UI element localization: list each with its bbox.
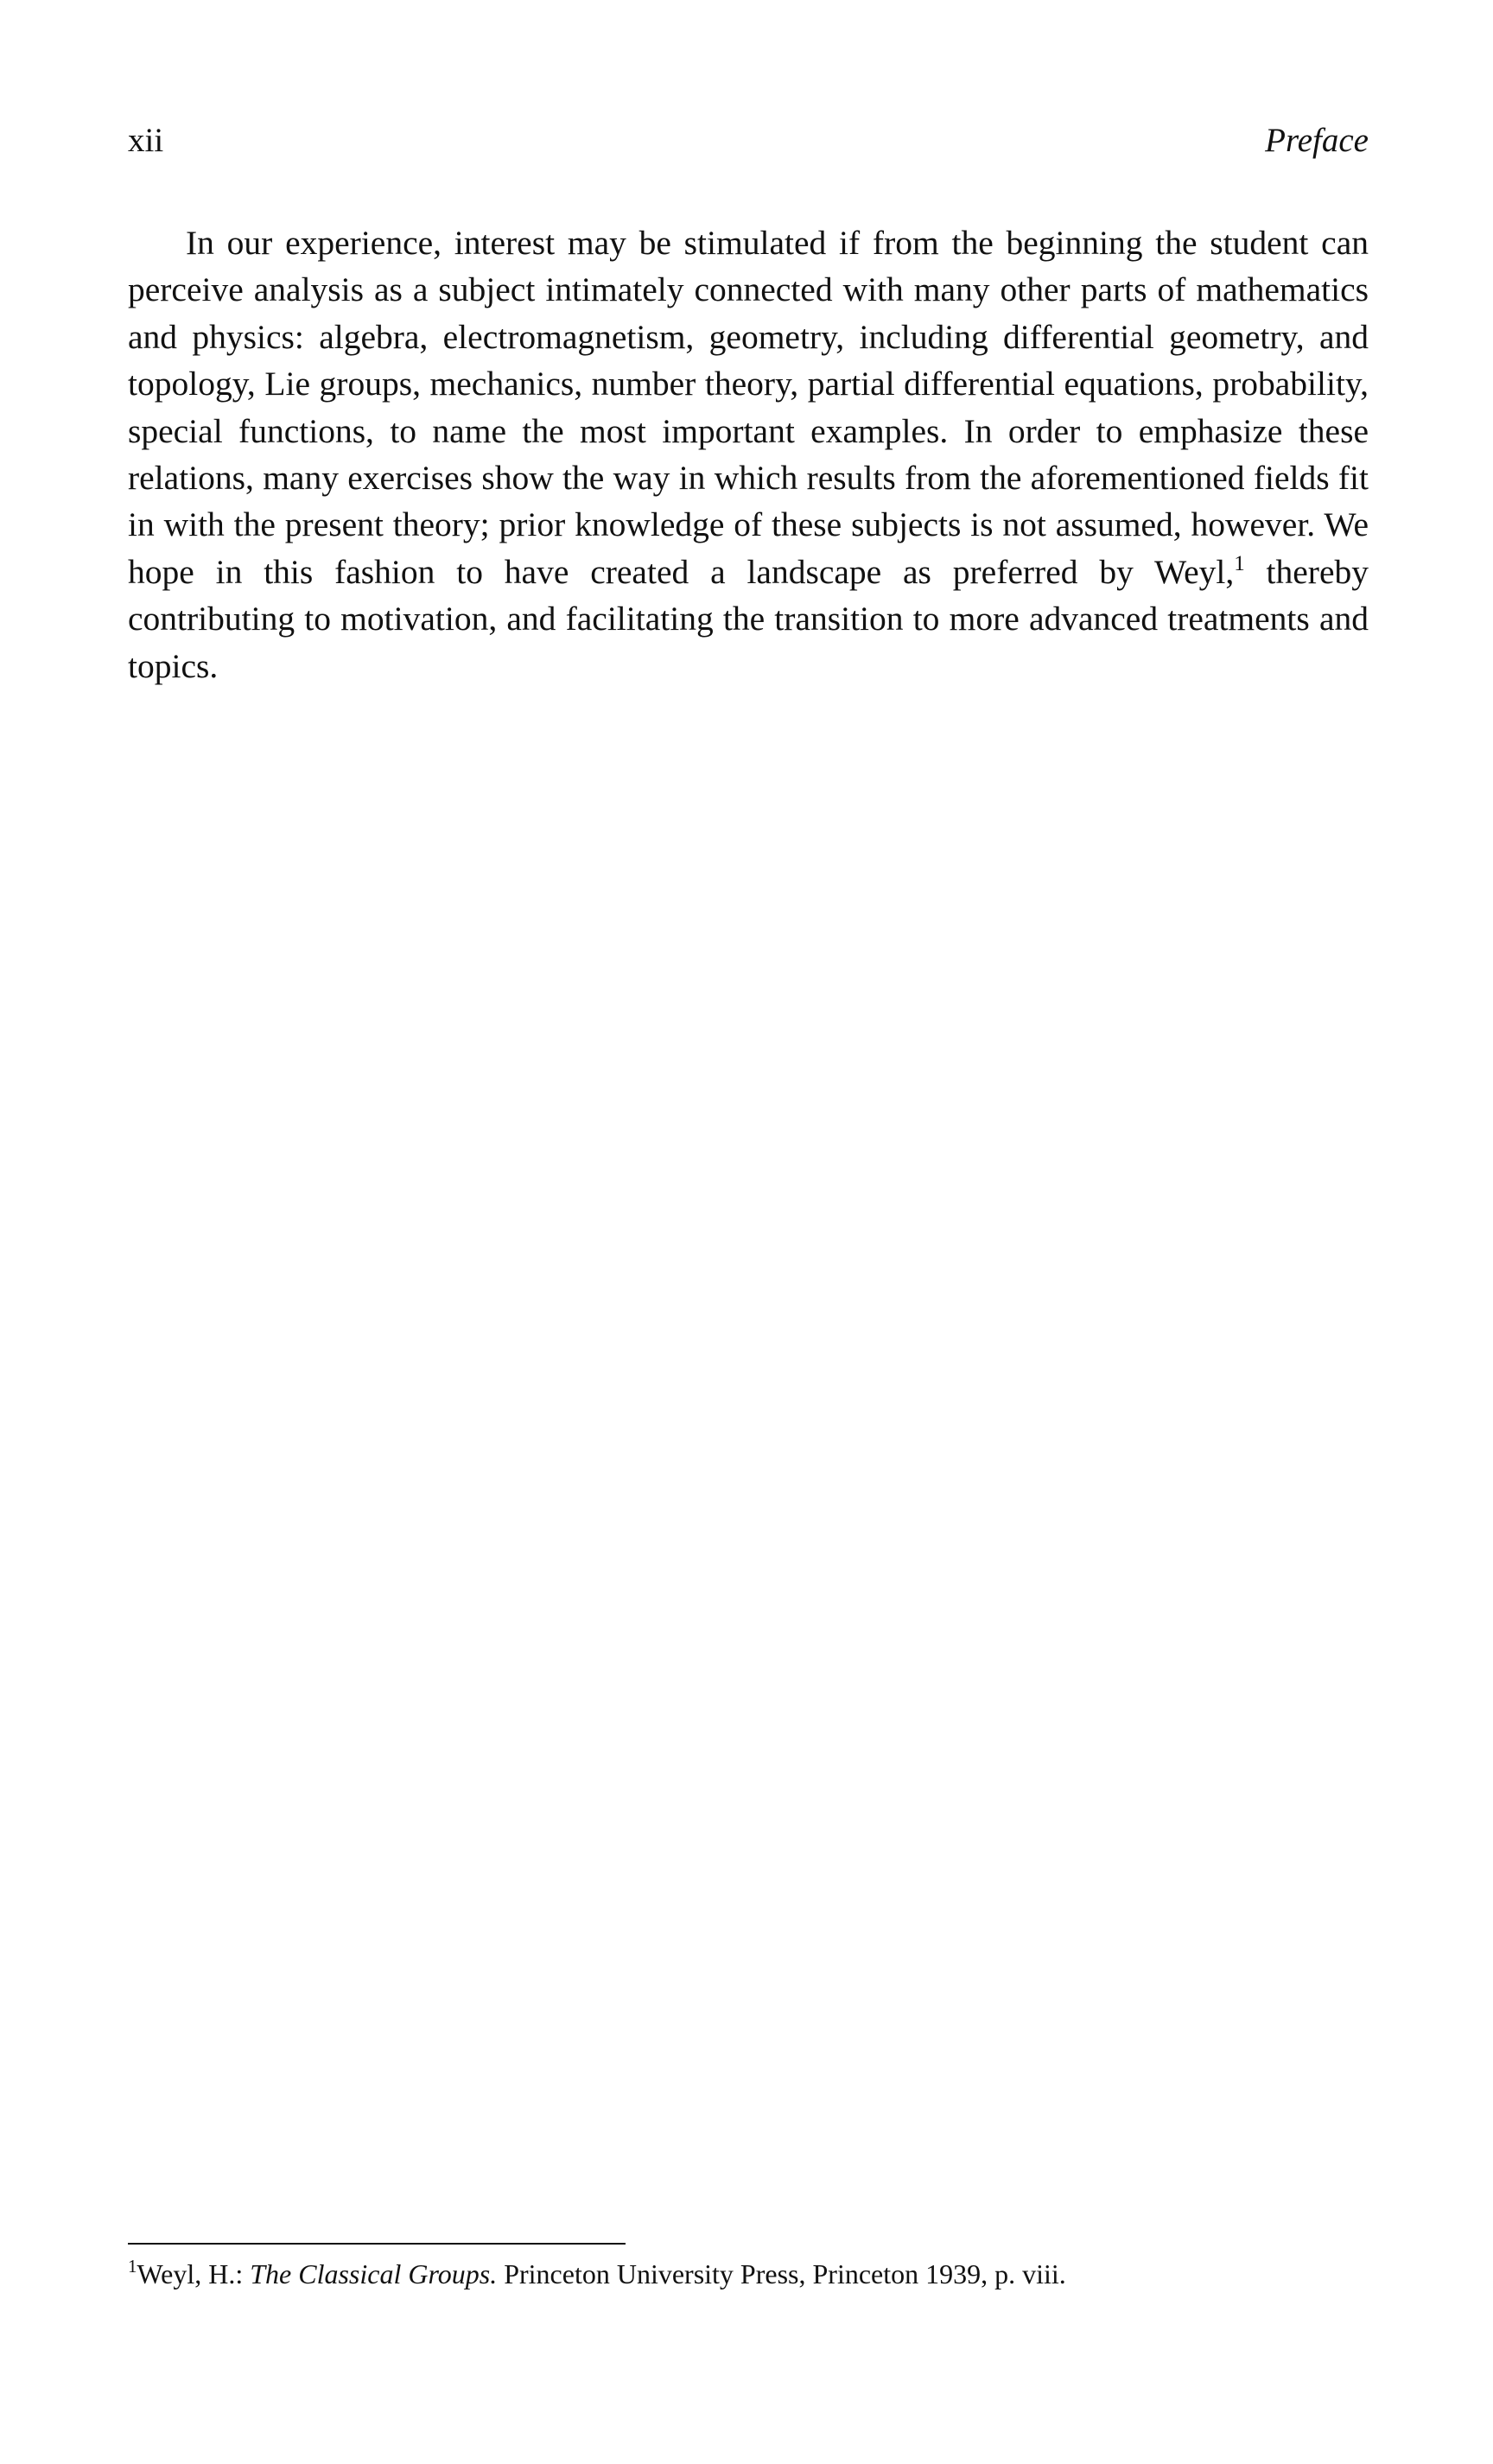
footnote-divider (128, 2243, 626, 2245)
footnote-mark: 1 (128, 2256, 137, 2277)
footnote-author: Weyl, H.: (137, 2258, 251, 2289)
footnote-reference[interactable]: 1 (1234, 551, 1245, 575)
section-title: Preface (1265, 122, 1369, 159)
footnote-publication: Princeton University Press, Princeton 1939, p. viii. (497, 2258, 1066, 2289)
running-head (128, 119, 1369, 162)
page-number: xii (128, 122, 164, 159)
footnote-book-title: The Classical Groups. (250, 2258, 498, 2289)
paragraph-text-main: In our experience, interest may be stimulated if from the beginning the student can perceive analysis as a subject intimately connected with many other parts of mathematics and physics: algebra, electromagnetism, geometry, including differential geometry, and topology, Lie groups, mechanics, number theory, partial differential equations, probability, special functions, to name the most important examples. In order to emphasize these relations, many exercises show the way in which results from the aforementioned fields fit in with the present theory; prior knowledge of these subjects is not assumed, however. We hope in this fashion to have created a landscape as preferred by Weyl, (128, 224, 1369, 591)
paragraph-text-end: thereby contributing to motivation, and facilitating the transition to more advanced treatments and topics. (128, 552, 1369, 685)
body-paragraph (128, 219, 1369, 689)
footnote (128, 2255, 1369, 2293)
